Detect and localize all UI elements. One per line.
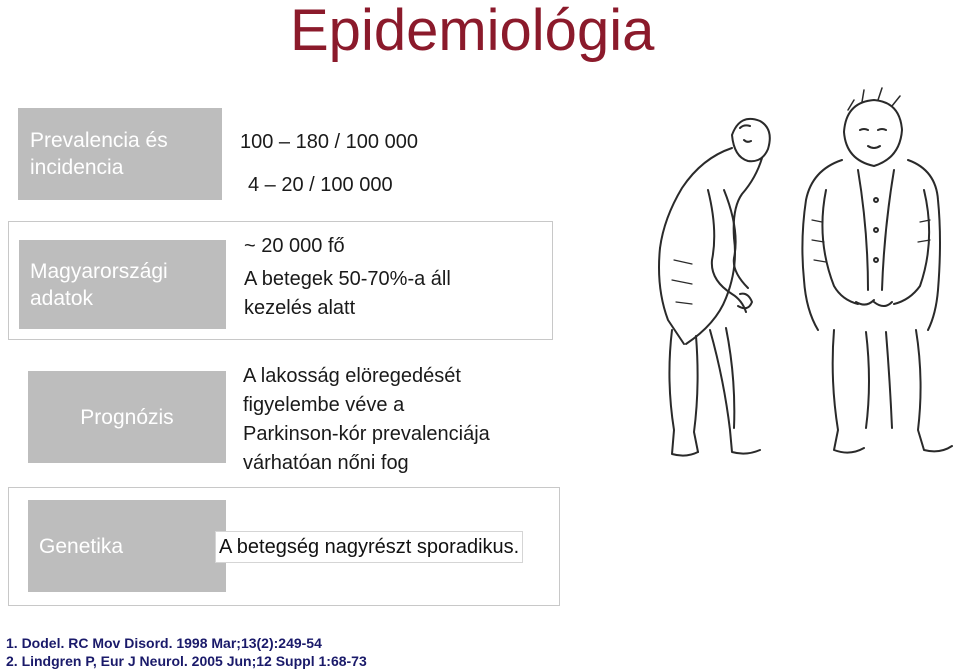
prevalence-label xyxy=(18,108,222,200)
prevalence-value: 100 – 180 / 100 000 xyxy=(240,131,418,153)
references xyxy=(6,634,367,670)
patient-figure-right xyxy=(802,88,952,453)
reference-1: 1. Dodel. RC Mov Disord. 1998 Mar;13(2):249-54 xyxy=(6,635,322,651)
prognosis-label-text: Prognózis xyxy=(80,405,174,429)
patient-figure-left xyxy=(659,119,770,456)
parkinson-patients-illustration xyxy=(612,80,957,470)
page-title: Epidemiológia xyxy=(290,0,655,63)
hungarian-line-1: ~ 20 000 fő xyxy=(244,235,345,257)
prognosis-line-4: várhatóan nőni fog xyxy=(243,452,409,474)
hungarian-label-text: Magyarországi adatok xyxy=(30,259,168,310)
hungarian-line-2: A betegek 50-70%-a áll xyxy=(244,268,451,290)
prognosis-label xyxy=(28,371,226,463)
prognosis-line-3: Parkinson-kór prevalenciája xyxy=(243,423,490,445)
genetics-text: A betegség nagyrészt sporadikus. xyxy=(215,531,523,563)
prognosis-line-2: figyelembe véve a xyxy=(243,394,405,416)
hungarian-label xyxy=(19,240,226,329)
incidence-value: 4 – 20 / 100 000 xyxy=(248,174,393,196)
genetics-label xyxy=(28,500,226,592)
prognosis-line-1: A lakosság elöregedését xyxy=(243,365,461,387)
genetics-label-text: Genetika xyxy=(39,534,124,558)
reference-2: 2. Lindgren P, Eur J Neurol. 2005 Jun;12 Suppl 1:68-73 xyxy=(6,653,367,669)
prevalence-label-text: Prevalencia és incidencia xyxy=(30,129,168,179)
hungarian-line-3: kezelés alatt xyxy=(244,297,356,319)
